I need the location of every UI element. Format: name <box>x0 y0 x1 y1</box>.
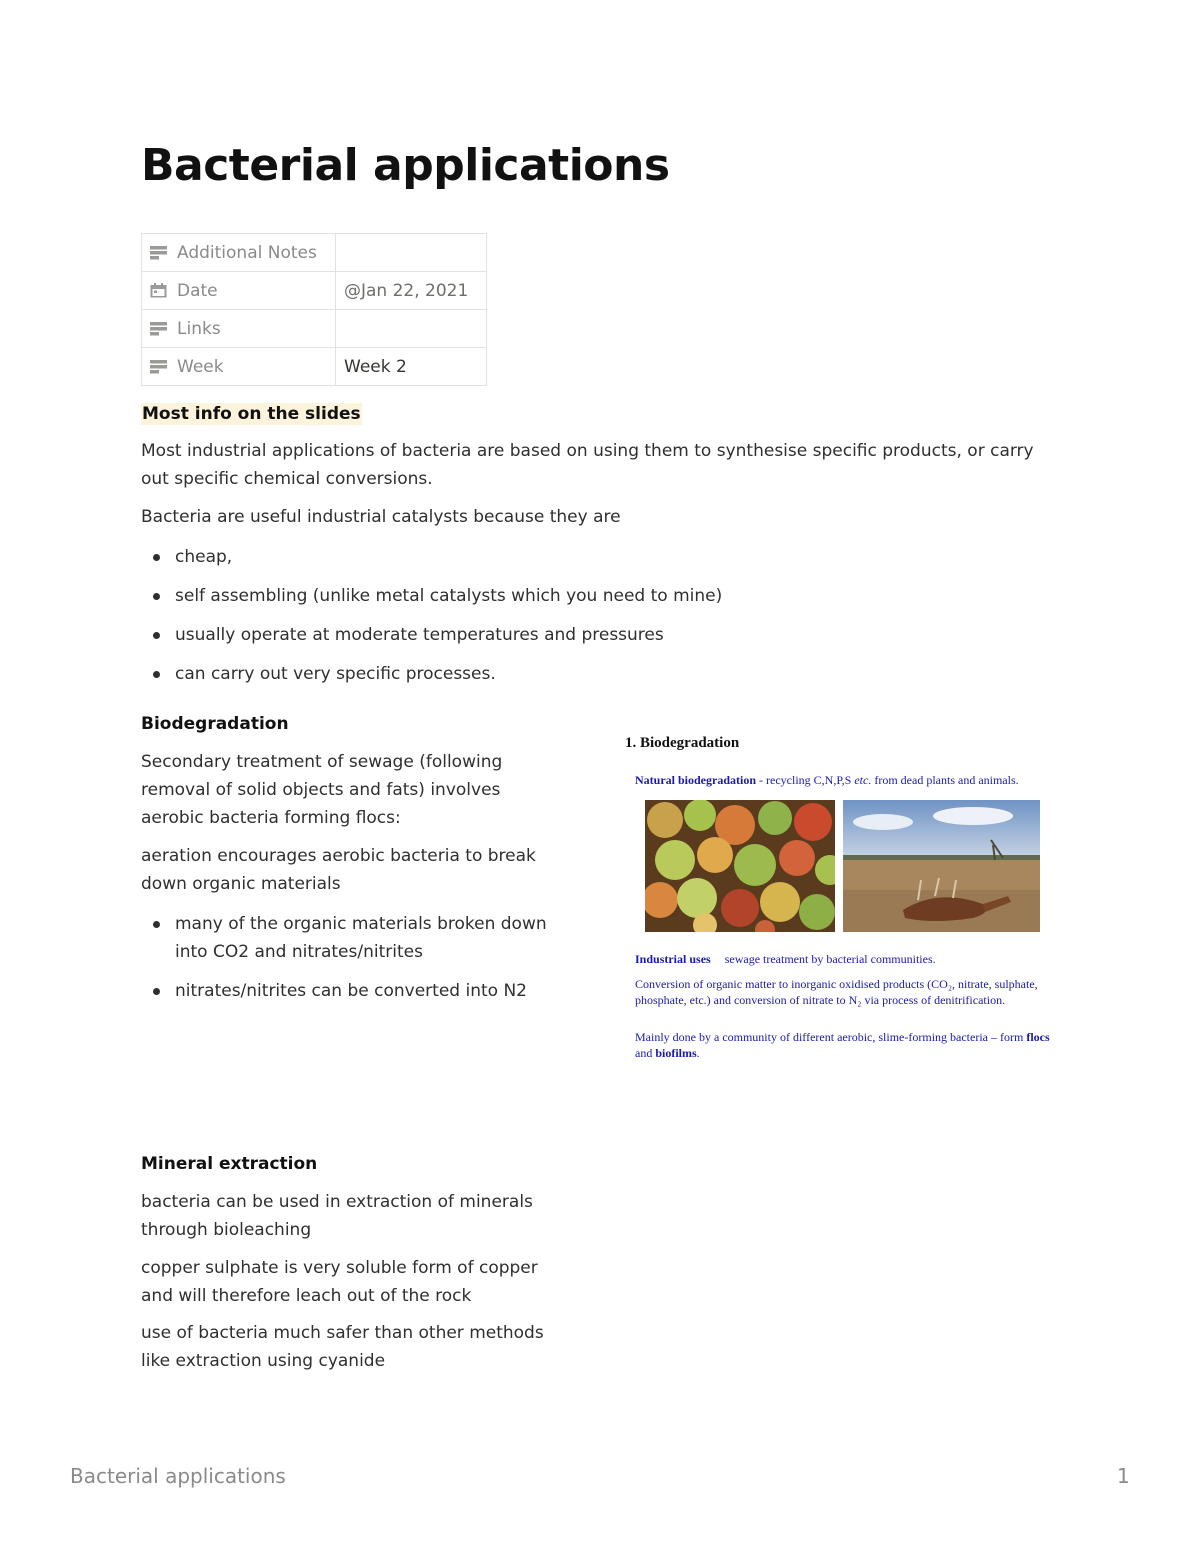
list-item: can carry out very specific processes. <box>141 660 1041 688</box>
biodegradation-list <box>141 910 581 1005</box>
property-row-links[interactable] <box>142 310 487 348</box>
slide-community-text: Mainly done by a community of different aerobic, slime-forming bacteria – form flocs and biofilms. <box>635 1030 1050 1060</box>
calendar-icon <box>150 283 167 298</box>
property-row-additional-notes[interactable] <box>142 234 487 272</box>
text-property-icon <box>150 245 167 260</box>
savanna-carcass-photo <box>843 800 1040 932</box>
intro-paragraph: Most industrial applications of bacteria are based on using them to synthesise specific products, or carry out specific chemical conversions. <box>141 441 1034 489</box>
list-item: nitrates/nitrites can be converted into N2 <box>141 977 581 1005</box>
mineral-paragraph-2: copper sulphate is very soluble form of copper and will therefore leach out of the rock <box>141 1258 538 1306</box>
slide-natural-line: Natural biodegradation - recycling C,N,P,S etc. from dead plants and animals. <box>635 773 1019 787</box>
property-value[interactable]: @Jan 22, 2021 <box>336 272 487 310</box>
property-key: Links <box>177 318 221 339</box>
intro-paragraph-2: Bacteria are useful industrial catalysts because they are <box>141 507 621 527</box>
section-heading-mineral-extraction: Mineral extraction <box>141 1154 318 1174</box>
property-value[interactable] <box>336 234 487 272</box>
highlighted-note: Most info on the slides <box>142 404 361 424</box>
slide-title: 1. Biodegradation <box>625 735 740 751</box>
section-heading-biodegradation: Biodegradation <box>141 714 289 734</box>
list-item: cheap, <box>141 543 1041 571</box>
properties-table <box>141 233 487 386</box>
biodegradation-paragraph-2: aeration encourages aerobic bacteria to break down organic materials <box>141 846 536 894</box>
biodegradation-slide-image <box>605 725 1075 1070</box>
list-item: usually operate at moderate temperatures and pressures <box>141 621 1041 649</box>
property-key: Week <box>177 356 224 377</box>
text-property-icon <box>150 321 167 336</box>
mineral-paragraph-3: use of bacteria much safer than other methods like extraction using cyanide <box>141 1323 544 1371</box>
mineral-paragraph: bacteria can be used in extraction of minerals through bioleaching <box>141 1192 533 1240</box>
property-row-week[interactable] <box>142 348 487 386</box>
property-row-date[interactable] <box>142 272 487 310</box>
text-property-icon <box>150 359 167 374</box>
footer-title: Bacterial applications <box>70 1464 286 1488</box>
rotting-fruit-photo <box>645 800 835 932</box>
slide-industrial-line: Industrial uses sewage treatment by bacterial communities. <box>635 952 936 966</box>
page-number: 1 <box>1117 1464 1130 1488</box>
page-title: Bacterial applications <box>141 140 670 191</box>
property-key: Additional Notes <box>177 242 317 263</box>
property-value[interactable]: Week 2 <box>336 348 487 386</box>
list-item: self assembling (unlike metal catalysts which you need to mine) <box>141 582 1041 610</box>
biodegradation-paragraph: Secondary treatment of sewage (following removal of solid objects and fats) involves aerobic bacteria forming flocs: <box>141 752 503 828</box>
property-key: Date <box>177 280 218 301</box>
slide-conversion-text: Conversion of organic matter to inorganic oxidised products (CO₂, nitrate, sulphate, phosphate, etc.) and conversion of nitrate to N₂ via process of denitrification. <box>635 977 1038 1007</box>
catalyst-reasons-list <box>141 543 1041 688</box>
property-value[interactable] <box>336 310 487 348</box>
list-item: many of the organic materials broken down into CO2 and nitrates/nitrites <box>141 910 581 966</box>
